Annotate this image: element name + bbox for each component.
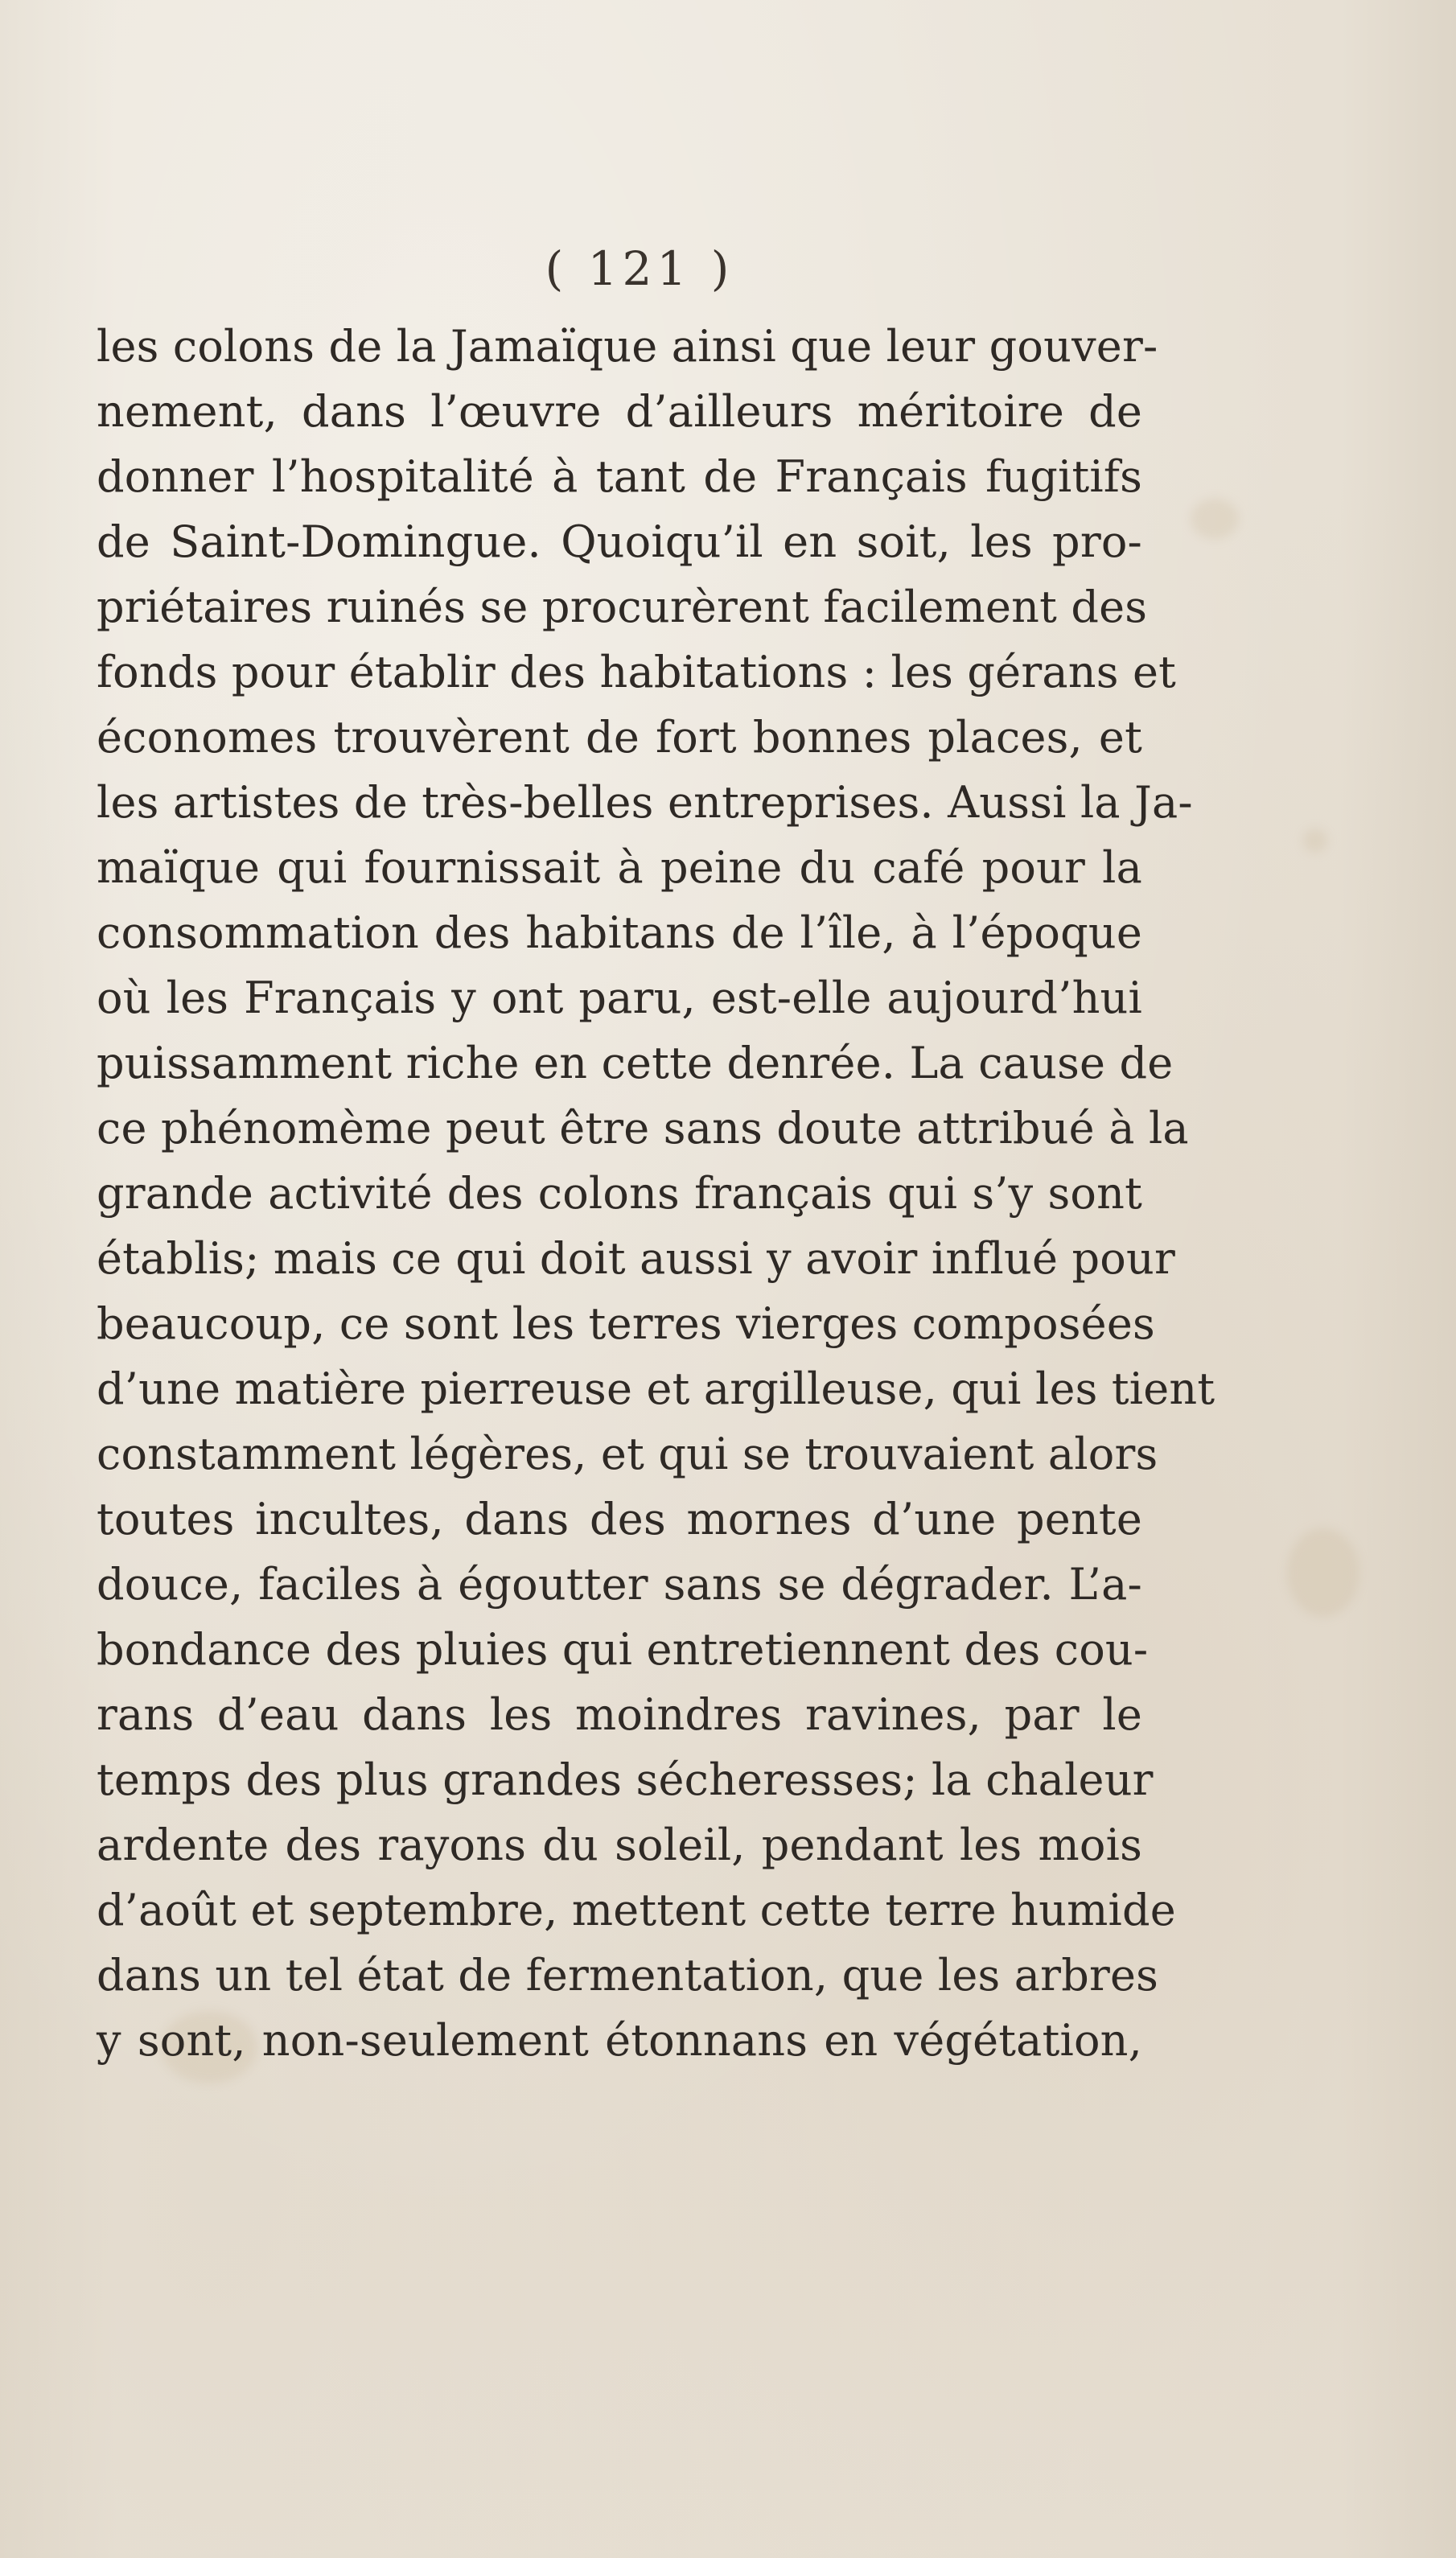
paper-stain <box>1191 499 1239 539</box>
text-line: les colons de la Jamaïque ainsi que leur gouver- <box>97 321 1158 372</box>
text-line: bondance des pluies qui entretiennent des cou- <box>97 1624 1149 1675</box>
text-line: nement, dans l’œuvre d’ailleurs méritoire de <box>97 386 1142 437</box>
text-line: établis; mais ce qui doit aussi y avoir influé pour <box>97 1233 1175 1284</box>
text-line: y sont, non-seulement étonnans en végétation, <box>97 2015 1142 2066</box>
text-line: consommation des habitans de l’île, à l’époque <box>97 907 1142 958</box>
text-line: les artistes de très-belles entreprises. Aussi la Ja- <box>97 777 1193 828</box>
text-line: donner l’hospitalité à tant de Français fugitifs <box>97 451 1142 502</box>
text-line: beaucoup, ce sont les terres vierges composées <box>97 1298 1155 1349</box>
text-line: ardente des rayons du soleil, pendant les mois <box>97 1820 1142 1870</box>
paper-stain <box>1287 1528 1359 1617</box>
text-line: maïque qui fournissait à peine du café pour la <box>97 842 1142 893</box>
text-line: d’août et septembre, mettent cette terre humide <box>97 1885 1176 1935</box>
text-line: temps des plus grandes sécheresses; la chaleur <box>97 1754 1154 1805</box>
text-line: grande activité des colons français qui s’y sont <box>97 1168 1142 1219</box>
text-line: fonds pour établir des habitations : les gérans et <box>97 647 1177 697</box>
text-line: rans d’eau dans les moindres ravines, par le <box>97 1689 1142 1740</box>
text-line: puissamment riche en cette denrée. La cause de <box>97 1038 1174 1088</box>
text-line: où les Français y ont paru, est-elle aujourd’hui <box>97 973 1142 1023</box>
text-line: constamment légères, et qui se trouvaient alors <box>97 1429 1158 1479</box>
page-number: ( 121 ) <box>545 241 734 296</box>
text-line: dans un tel état de fermentation, que les arbres <box>97 1950 1159 2001</box>
text-line: économes trouvèrent de fort bonnes places, et <box>97 712 1142 763</box>
text-line: douce, faciles à égoutter sans se dégrader. L’a- <box>97 1559 1142 1610</box>
paper-stain <box>1303 829 1327 853</box>
text-line: de Saint-Domingue. Quoiqu’il en soit, les pro- <box>97 516 1142 567</box>
text-line: ce phénomème peut être sans doute attribué à la <box>97 1103 1189 1154</box>
body-text <box>97 314 1215 2073</box>
text-line: toutes incultes, dans des mornes d’une pente <box>97 1494 1142 1544</box>
text-line: priétaires ruinés se procurèrent facilement des <box>97 582 1148 632</box>
text-line: d’une matière pierreuse et argilleuse, qui les tient <box>97 1363 1215 1414</box>
